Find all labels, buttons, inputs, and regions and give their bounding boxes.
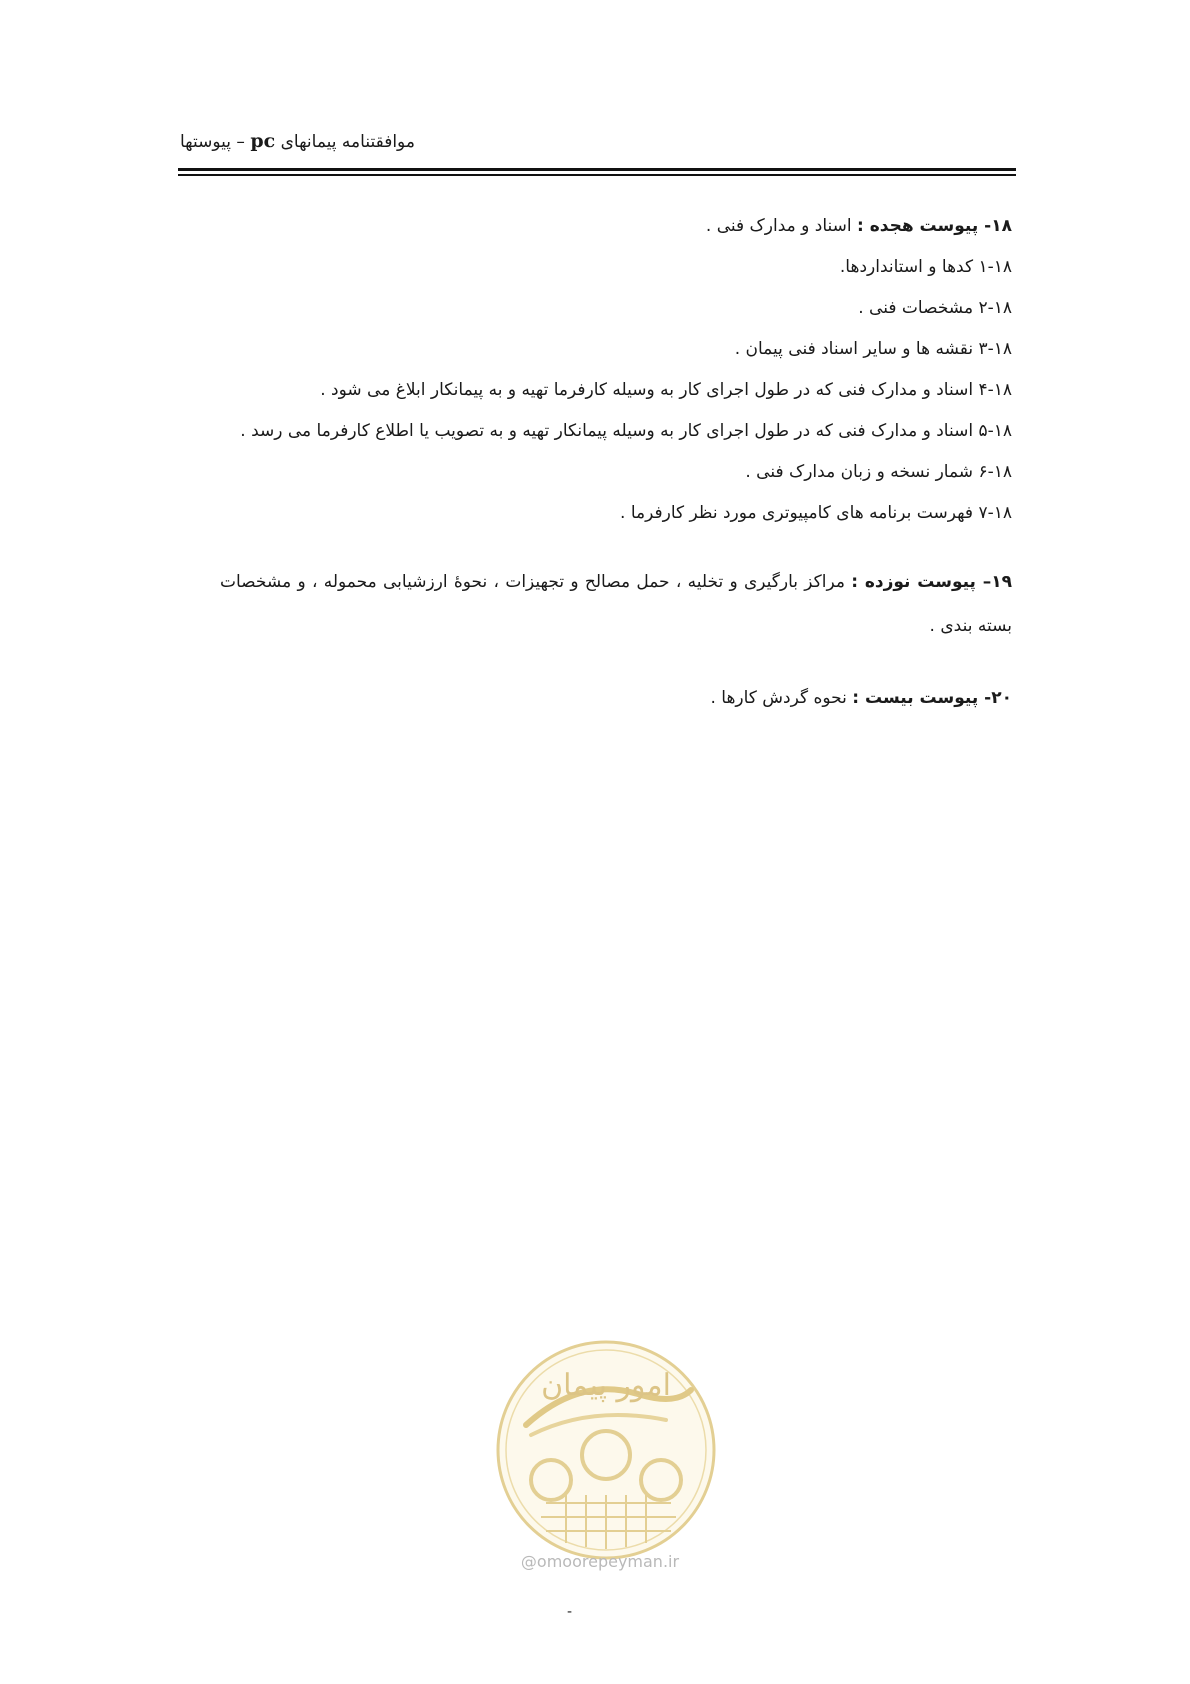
section-18-number: ۱۸- [978, 216, 1012, 236]
section-20-paragraph [180, 678, 1012, 719]
document-body [180, 206, 1012, 719]
section-18-item: ۵-۱۸ اسناد و مدارک فنی که در طول اجرای کار به وسیله پیمانکار تهیه و به تصویب یا اطلاع کارفرما می رسد . [240, 421, 1012, 441]
header-rule-thick [178, 168, 1016, 171]
section-20-number: ۲۰- [978, 688, 1012, 708]
section-18-item: ۳-۱۸ نقشه ها و سایر اسناد فنی پیمان . [734, 339, 1012, 359]
section-18-item: ۷-۱۸ فهرست برنامه های کامپیوتری مورد نظر کارفرما . [620, 503, 1012, 523]
globe-icon: @ [520, 1552, 537, 1571]
section-18-item: ۴-۱۸ اسناد و مدارک فنی که در طول اجرای کار به وسیله کارفرما تهیه و به پیمانکار ابلاغ می شود . [320, 380, 1012, 400]
watermark-url: omoorepeyman.ir [536, 1552, 680, 1571]
header-rule-thin [178, 174, 1016, 176]
section-18-desc: اسناد و مدارک فنی . [705, 216, 858, 236]
logo-icon [491, 1335, 721, 1565]
section-20-desc: نحوه گردش کارها . [710, 688, 853, 708]
logo-text: امور پیمان [541, 1368, 671, 1403]
page-header [180, 130, 415, 152]
section-18-item: ۶-۱۸ شمار نسخه و زبان مدارک فنی . [745, 462, 1012, 482]
header-subtitle: – پیوستها [180, 132, 251, 152]
section-18-title: پیوست هجده : [857, 216, 979, 236]
section-18-item: ۱-۱۸ کدها و استانداردها. [839, 257, 1012, 277]
watermark-website [500, 1552, 700, 1571]
header-title: موافقتنامه پیمانهای [275, 132, 415, 152]
header-pc: pc [250, 130, 276, 152]
section-18-heading [180, 206, 1012, 247]
section-18-item: ۲-۱۸ مشخصات فنی . [858, 298, 1012, 318]
section-19-title: پیوست نوزده : [851, 572, 976, 592]
page-number: - [567, 1604, 573, 1620]
section-19-number: ۱۹– [975, 572, 1013, 592]
section-20-title: پیوست بیست : [852, 688, 979, 708]
section-19-desc: مراکز بارگیری و تخلیه ، حمل مصالح و تجهیزات ، نحوهٔ ارزشیابی محموله ، و مشخصات بسته بندی . [220, 572, 1012, 636]
section-19-paragraph [180, 560, 1012, 648]
